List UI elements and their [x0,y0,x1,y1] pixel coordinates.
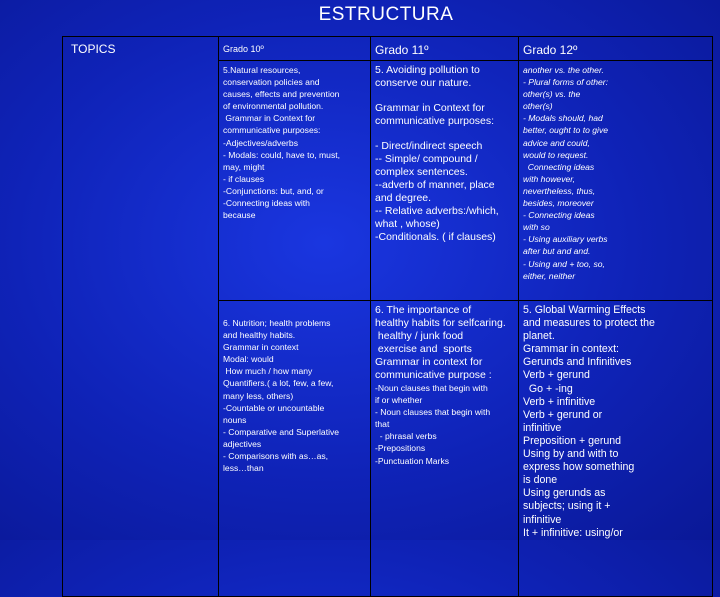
text-line: - Direct/indirect speech [375,140,483,152]
text-line: nevertheless, thus, [523,185,596,196]
row2-grade10-text [223,317,366,474]
text-line: 5. Avoiding pollution to [375,64,480,76]
text-line: Using gerunds as [523,487,606,500]
row2-grade12-text [523,304,708,540]
text-line: -Countable or uncountable [223,402,325,413]
text-line: less…than [223,463,264,474]
text-line: Connecting ideas [523,161,595,172]
text-line: after but and and. [523,246,591,257]
text-line: of environmental pollution. [223,101,324,112]
grade12-header: Grado 12º [519,37,713,61]
text-line: -Conjunctions: but, and, or [223,185,324,196]
text-line: Quantifiers.( a lot, few, a few, [223,378,334,389]
text-line: if or whether [375,395,423,406]
text-line: other(s) vs. the [523,89,581,100]
text-line: 6. The importance of [375,304,472,316]
text-line: -Connecting ideas with [223,198,310,209]
text-line: with so [523,222,550,233]
text-line: and healthy habits. [223,330,296,341]
text-line: communicative purposes: [223,125,321,136]
text-line: express how something [523,461,635,474]
text-line: Verb + gerund or [523,408,603,421]
text-line: many less, others) [223,390,294,401]
text-line: nouns [223,414,247,425]
text-line: Grammar in context for [375,356,483,368]
row1-grade11-grammar [375,102,514,128]
text-line: - Using auxiliary verbs [523,234,608,245]
text-line: 5. Global Warming Effects [523,304,646,316]
text-line: Grammar in Context for [375,102,485,114]
text-line: another vs. the other. [523,65,604,75]
row2-grade11-cell [371,301,519,597]
text-line: is done [523,474,558,487]
grade10-header: Grado 10º [219,37,371,61]
topics-header: TOPICS [71,42,116,56]
grade11-header: Grado 11º [371,37,519,61]
text-line: 6. Nutrition; health problems [223,318,331,328]
text-line: How much / how many [223,366,313,377]
text-line: Grammar in context: [523,343,619,356]
text-line: other(s) [523,101,553,112]
text-line: -- Relative adverbs:/which, [375,205,499,217]
text-line: better, ought to to give [523,125,609,136]
row2-grade11-topic [375,304,514,382]
text-line: -Noun clauses that begin with [375,383,488,393]
text-line: --adverb of manner, place [375,179,495,191]
text-line: Gerunds and Infinitives [523,356,632,369]
text-line: - Modals: could, have to, must, [223,149,341,160]
row2-grade10-cell [219,301,371,597]
text-line: causes, effects and prevention [223,89,340,100]
text-line: -Conditionals. ( if clauses) [375,231,496,243]
text-line: infinitive [523,421,562,434]
text-line: -Prepositions [375,443,426,454]
text-line: 5.Natural resources, [223,65,301,75]
text-line: -Punctuation Marks [375,455,450,466]
row2-grade11-items [375,382,514,467]
text-line: healthy habits for selfcaring. [375,317,506,329]
text-line: infinitive [523,513,562,526]
row1-grade12-text [523,64,708,282]
table-header-row [63,37,713,61]
text-line: Verb + gerund [523,369,590,382]
topics-column [63,37,219,597]
row1-grade11-items [375,140,514,244]
text-line: adjectives [223,438,262,449]
curriculum-table [62,36,713,597]
text-line: advice and could, [523,137,590,148]
text-line: healthy / junk food [375,330,464,342]
text-line: Grammar in Context for [223,113,316,124]
text-line: - Comparisons with as…as, [223,451,329,462]
text-line: conservation policies and [223,77,320,88]
text-line: communicative purposes: [375,115,495,127]
row1-grade12-cell [519,61,713,301]
text-line: - Connecting ideas [523,210,595,221]
text-line: -Adjectives/adverbs [223,137,298,148]
row2-grade12-cell [519,301,713,597]
text-line: that [375,419,390,430]
text-line: - if clauses [223,173,265,184]
text-line: - Plural forms of other: [523,77,609,88]
text-line: Verb + infinitive [523,395,596,408]
row1-grade11-cell [371,61,519,301]
text-line: exercise and sports [375,343,472,355]
text-line: Preposition + gerund [523,434,622,447]
text-line: what , whose) [375,218,440,230]
text-line: with however, [523,173,576,184]
text-line: Grammar in context [223,342,299,353]
text-line: Modal: would [223,354,274,365]
text-line: -- Simple/ compound / [375,153,478,165]
text-line: subjects; using it + [523,500,611,513]
row1-grade10-cell [219,61,371,301]
text-line: communicative purpose : [375,369,492,381]
text-line: would to request. [523,149,589,160]
text-line: - Comparative and Superlative [223,426,340,437]
row1-grade11-topic [375,64,514,90]
text-line: complex sentences. [375,166,468,178]
page-title: ESTRUCTURA [318,4,454,25]
text-line: and degree. [375,192,432,204]
text-line: - phrasal verbs [375,431,437,442]
text-line: planet. [523,330,555,343]
text-line: either, neither [523,270,576,281]
row1-grade10-text [223,64,366,221]
text-line: - Noun clauses that begin with [375,407,491,418]
text-line: Using by and with to [523,448,619,461]
text-line: - Using and + too, so, [523,258,605,269]
text-line: may, might [223,161,265,172]
text-line: besides, moreover [523,198,594,209]
text-line: and measures to protect the [523,317,655,330]
text-line: - Modals should, had [523,113,603,124]
text-line: Go + -ing [523,382,573,395]
text-line: conserve our nature. [375,77,472,89]
text-line: because [223,210,256,221]
text-line: It + infinitive: using/or [523,526,623,539]
